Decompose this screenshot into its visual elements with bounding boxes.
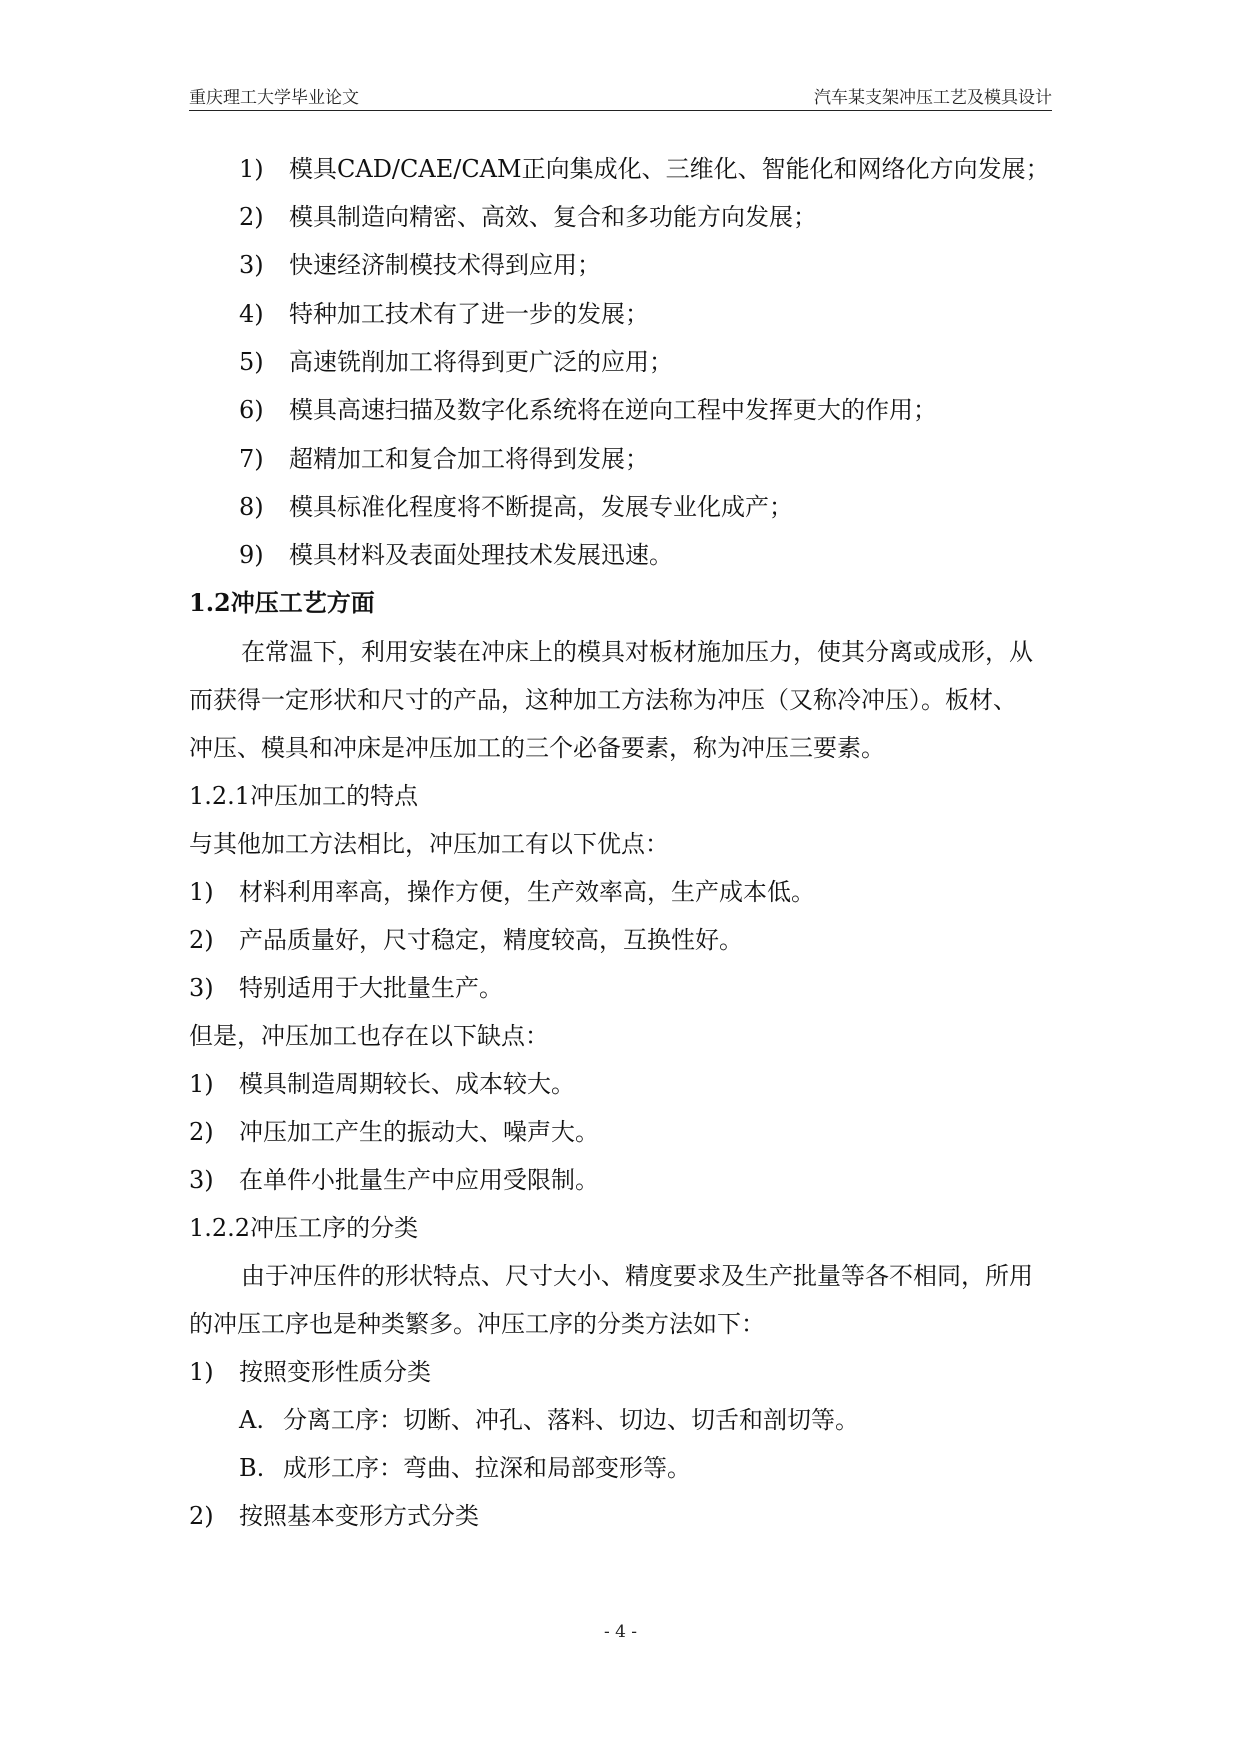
list-text: 高速铣削加工将得到更广泛的应用； — [289, 348, 673, 376]
list-text: 按照变形性质分类 — [239, 1358, 431, 1386]
list-text: 模具材料及表面处理技术发展迅速。 — [289, 541, 673, 569]
paragraph-line: 但是，冲压加工也存在以下缺点： — [189, 1022, 549, 1050]
list-text: 模具标准化程度将不断提高，发展专业化成产； — [289, 493, 793, 521]
list-item — [189, 1067, 575, 1101]
list-number: 6) — [239, 396, 264, 424]
paragraph-line: 的冲压工序也是种类繁多。冲压工序的分类方法如下： — [189, 1310, 765, 1338]
list-number: 9) — [239, 541, 264, 569]
list-item — [239, 442, 649, 476]
list-item — [189, 1163, 599, 1197]
list-text: 分离工序：切断、冲孔、落料、切边、切舌和剖切等。 — [283, 1406, 859, 1434]
sub-list-item — [239, 1451, 691, 1485]
list-item — [189, 1115, 599, 1149]
paragraph-line: 而获得一定形状和尺寸的产品，这种加工方法称为冲压（又称冷冲压）。板材、 — [189, 686, 1017, 714]
list-text: 模具CAD/CAE/CAM正向集成化、三维化、智能化和网络化方向发展； — [289, 155, 1050, 183]
list-number: 3) — [189, 1166, 214, 1194]
list-text: 快速经济制模技术得到应用； — [289, 251, 601, 279]
header-left-title: 重庆理工大学毕业论文 — [189, 88, 359, 108]
section-heading-1-2-1: 1.2.1冲压加工的特点 — [189, 782, 419, 810]
list-item — [189, 875, 815, 909]
section-heading-1-2-2: 1.2.2冲压工序的分类 — [189, 1214, 419, 1242]
list-item — [239, 538, 673, 572]
list-number: 5) — [239, 348, 264, 376]
list-item — [239, 152, 1050, 186]
list-number: 4) — [239, 300, 264, 328]
page-number: - 4 - — [603, 1622, 638, 1642]
paragraph-line: 由于冲压件的形状特点、尺寸大小、精度要求及生产批量等各不相同，所用 — [241, 1262, 1033, 1290]
list-number: 1) — [189, 1358, 214, 1386]
sub-list-item — [239, 1403, 859, 1437]
list-item — [189, 923, 743, 957]
list-number: 2) — [189, 1502, 214, 1530]
list-item — [239, 248, 601, 282]
list-number: 1) — [239, 155, 264, 183]
paragraph-line: 与其他加工方法相比，冲压加工有以下优点： — [189, 830, 669, 858]
list-text: 成形工序：弯曲、拉深和局部变形等。 — [283, 1454, 691, 1482]
list-number: 1) — [189, 878, 214, 906]
header-right-title: 汽车某支架冲压工艺及模具设计 — [814, 88, 1052, 108]
list-item — [239, 200, 817, 234]
list-number: 3) — [189, 974, 214, 1002]
list-letter: A. — [239, 1406, 264, 1434]
list-text: 特种加工技术有了进一步的发展； — [289, 300, 649, 328]
list-number: 1) — [189, 1070, 214, 1098]
list-item — [239, 297, 649, 331]
paragraph-line: 在常温下，利用安装在冲床上的模具对板材施加压力，使其分离或成形，从 — [241, 638, 1033, 666]
list-number: 7) — [239, 445, 264, 473]
list-letter: B. — [239, 1454, 265, 1482]
list-text: 特别适用于大批量生产。 — [239, 974, 503, 1002]
list-number: 2) — [189, 926, 214, 954]
list-text: 按照基本变形方式分类 — [239, 1502, 479, 1530]
paragraph-line: 冲压、模具和冲床是冲压加工的三个必备要素，称为冲压三要素。 — [189, 734, 885, 762]
list-text: 模具制造周期较长、成本较大。 — [239, 1070, 575, 1098]
list-text: 超精加工和复合加工将得到发展； — [289, 445, 649, 473]
list-text: 模具制造向精密、高效、复合和多功能方向发展； — [289, 203, 817, 231]
list-number: 8) — [239, 493, 264, 521]
list-text: 产品质量好，尺寸稳定，精度较高，互换性好。 — [239, 926, 743, 954]
list-item — [239, 490, 793, 524]
list-number: 2) — [189, 1118, 214, 1146]
list-item — [239, 393, 937, 427]
list-text: 在单件小批量生产中应用受限制。 — [239, 1166, 599, 1194]
list-text: 材料利用率高，操作方便，生产效率高，生产成本低。 — [239, 878, 815, 906]
page-header — [189, 88, 1052, 111]
list-number: 3) — [239, 251, 264, 279]
list-number: 2) — [239, 203, 264, 231]
list-text: 冲压加工产生的振动大、噪声大。 — [239, 1118, 599, 1146]
section-heading-1-2: 1.2冲压工艺方面 — [189, 588, 375, 617]
list-text: 模具高速扫描及数字化系统将在逆向工程中发挥更大的作用； — [289, 396, 937, 424]
list-item — [239, 345, 673, 379]
list-item — [189, 1355, 431, 1389]
list-item — [189, 971, 503, 1005]
list-item — [189, 1499, 479, 1533]
